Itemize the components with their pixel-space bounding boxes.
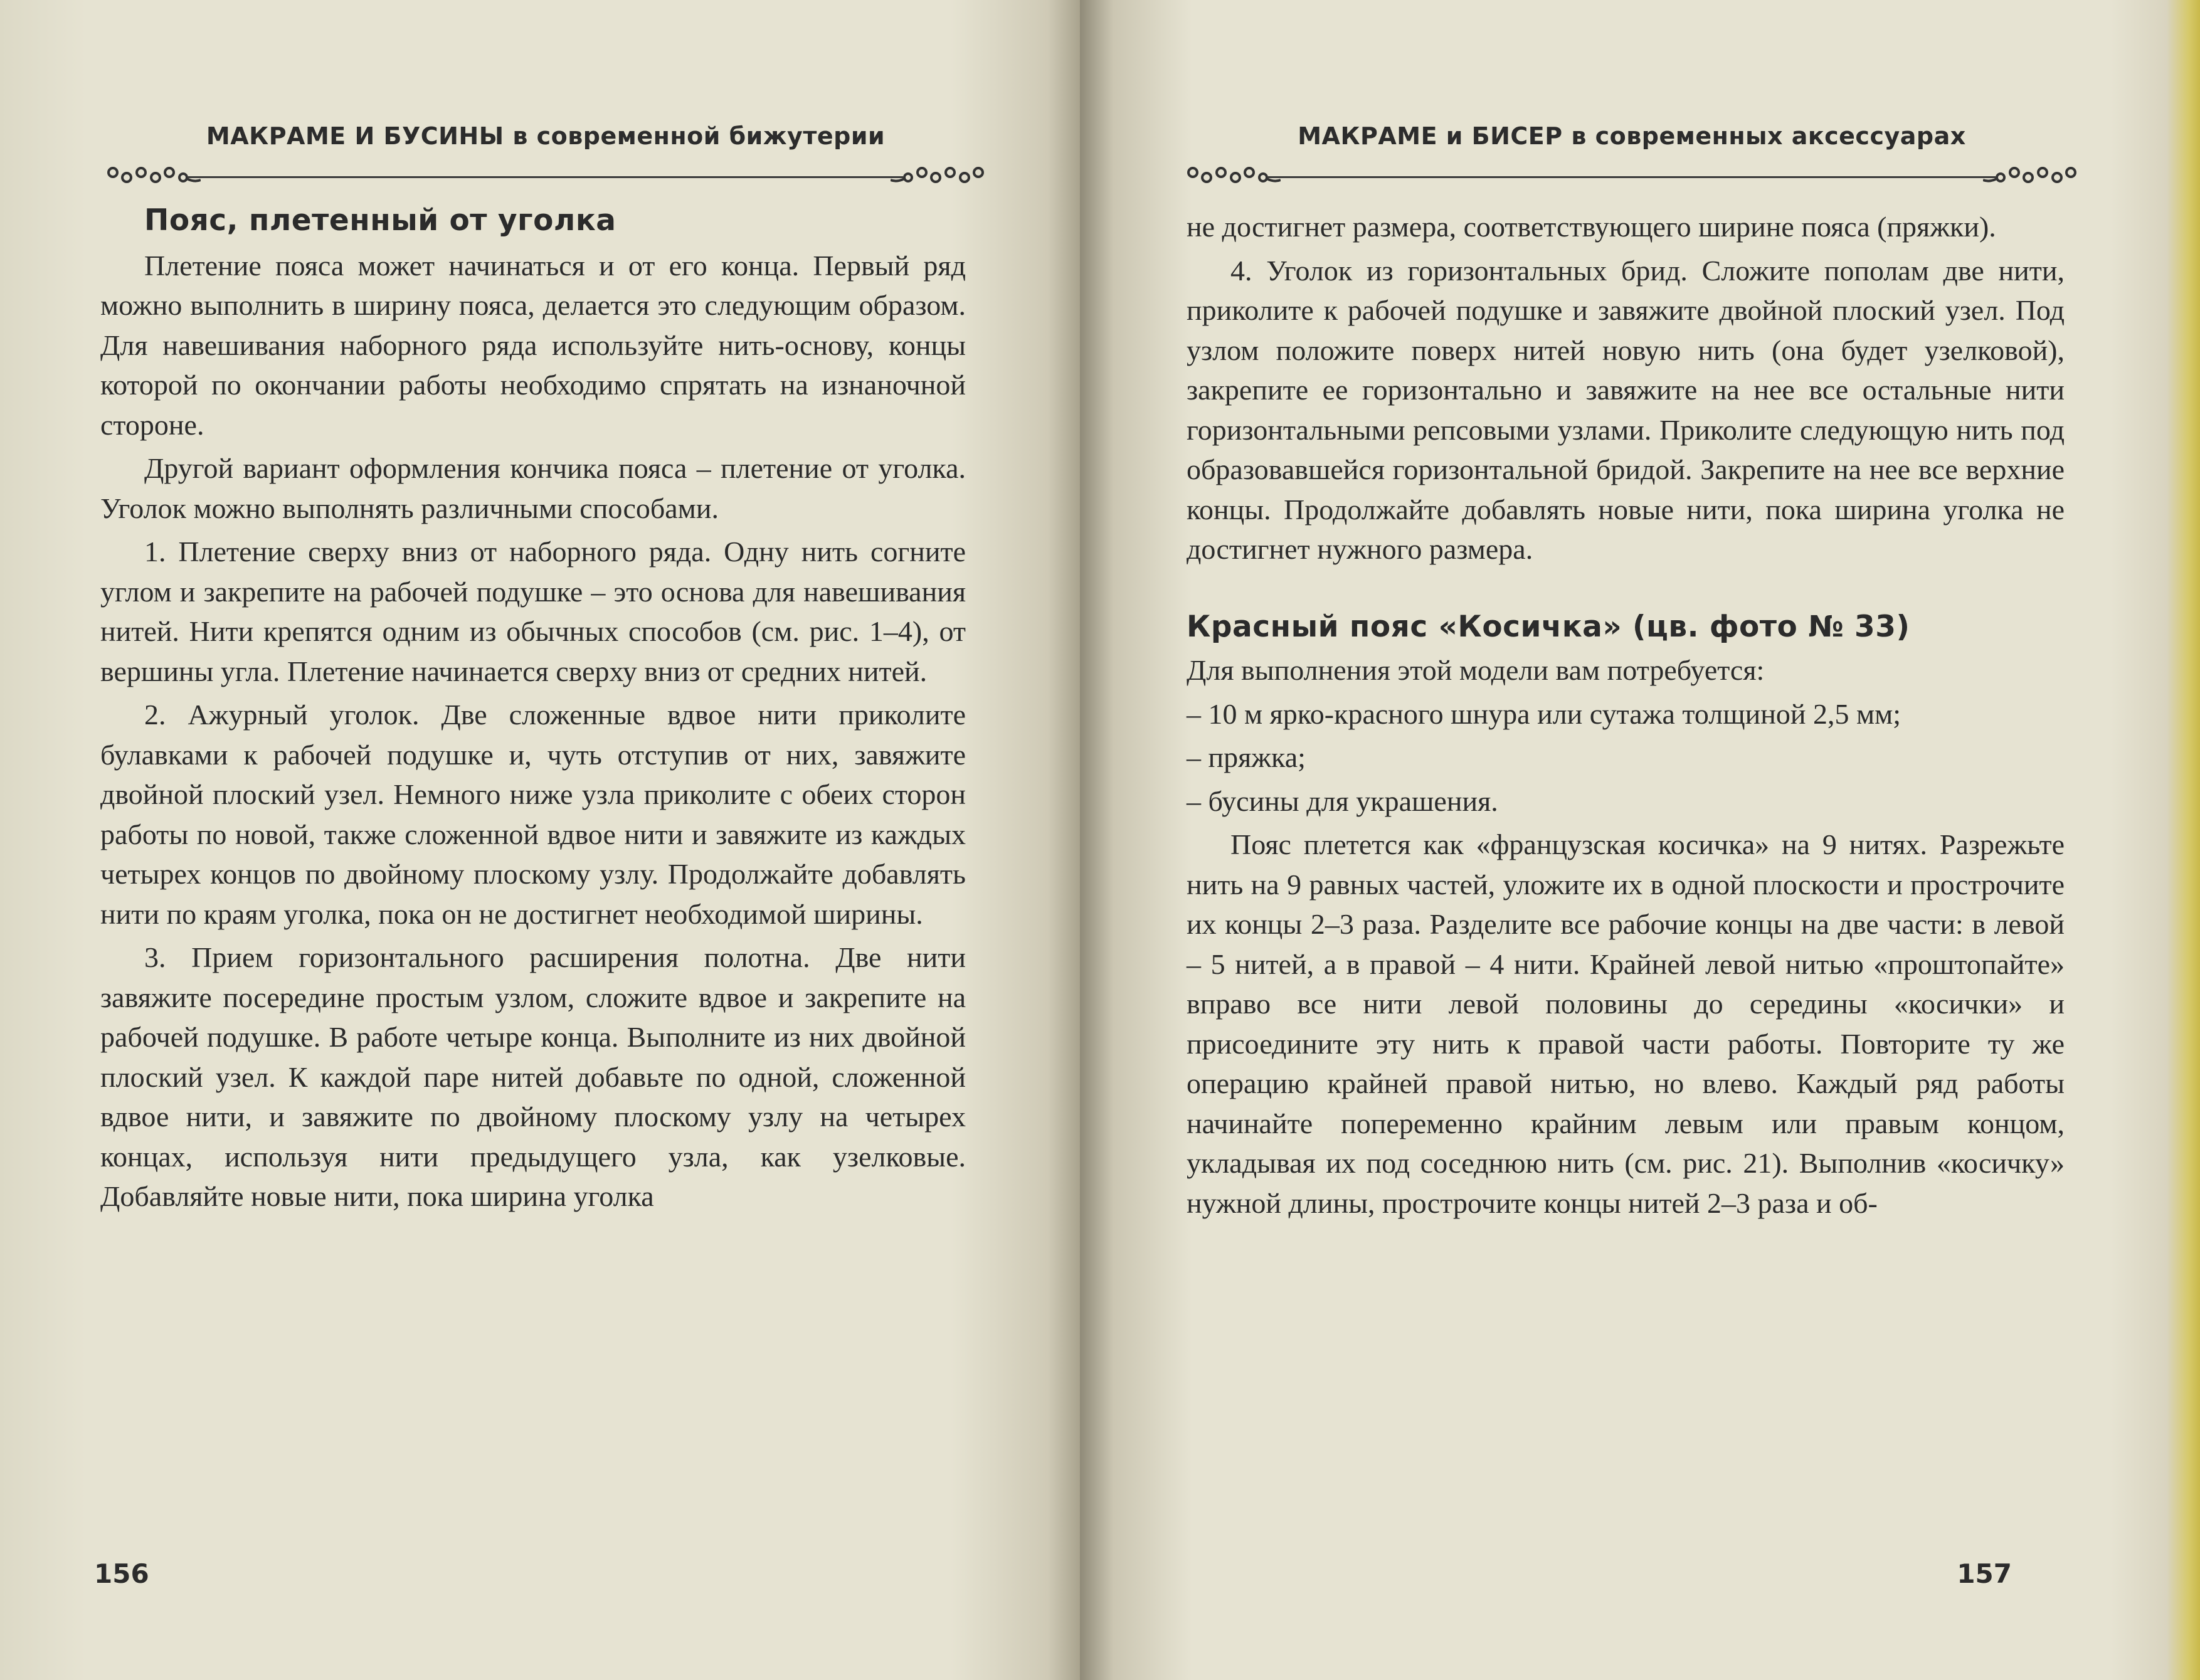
- running-header: [1187, 122, 2077, 179]
- paragraph: 2. Ажурный уголок. Две сложенные вдвое нити приколите булавками к рабочей подушке и, чуть отступив от них, завяжите двойной плоский узел. Немного ниже узла приколите с обеих сторон работы по новой, также сложенной вдвое нити и завяжите из каждых четырех концов по двойному плоскому узлу. Продолжайте добавлять нити по краям уголка, пока он не достигнет необходимой ширины.: [100, 699, 966, 930]
- running-head-title: МАКРАМЕ и БИСЕР в современных аксессуарах: [1298, 122, 1966, 150]
- paragraph: 3. Прием горизонтального расширения полотна. Две нити завяжите посередине простым узлом, сложите вдвое и закрепите на рабочей подушке. В работе четыре конца. Выполните из них двойной плоский узел. К каждой паре нитей добавьте по одной, сложенной вдвое нити, и завяжите по двойному плоскому узлу на четырех концах, используя нити предыдущего узла, как узелковые. Добавляйте новые нити, пока ширина уголка: [100, 941, 966, 1212]
- running-header: [107, 122, 985, 179]
- paragraph: Плетение пояса может начинаться и от его конца. Первый ряд можно выполнить в ширину пояса, делается это следующим образом. Для навешивания наборного ряда используйте нить-основу, концы которой по окончании работы необходимо спрятать на изнаночной стороне.: [100, 249, 966, 441]
- curl-ornament-icon: [1983, 159, 2077, 190]
- right-page-text: [1187, 207, 2065, 1227]
- section-title: Красный пояс «Косичка» (цв. фото № 33): [1187, 609, 1910, 644]
- paragraph: 4. Уголок из горизонтальных брид. Сложите пополам две нити, приколите к рабочей подушке и завяжите двойной плоский узел. Под узлом положите поверх нитей новую нить (она будет узелковой), закрепите ее горизонтально и завяжите на нее все остальные нити горизонтальными репсовыми узлами. Приколите следующую нить под образовавшейся горизонтальной бридой. Закрепите на нее все верхние концы. Продолжайте добавлять новые нити, пока ширина уголка не достигнет нужного размера.: [1187, 254, 2065, 565]
- paragraph: не достигнет размера, соответствующего ширине пояса (пряжки).: [1187, 211, 1996, 243]
- page-number: 156: [94, 1558, 149, 1589]
- running-head-title: МАКРАМЕ И БУСИНЫ в современной бижутерии: [206, 122, 886, 150]
- right-page: [1080, 0, 2200, 1680]
- paragraph: Другой вариант оформления кончика пояса – плетение от уголка. Уголок можно выполнять различными способами.: [100, 452, 966, 524]
- page-number: 157: [1957, 1558, 2012, 1589]
- paragraph: Пояс плетется как «французская косичка» на 9 нитях. Разрежьте нить на 9 равных частей, уложите их в одной плоскости и прострочите их концы 2–3 раза. Разделите все рабочие концы на две части: в левой – 5 нитей, а в правой – 4 нити. Крайней левой нитью «проштопайте» вправо все нити левой половины до середины «косички» и присоедините эту нить к правой части работы. Повторите ту же операцию крайней правой нитью, но влево. Каждый ряд работы начинайте попеременно крайним левым или правым концом, укладывая их под соседнюю нить (см. рис. 21). Выполнив «косичку» нужной длины, прострочите концы нитей 2–3 раза и об-: [1187, 828, 2065, 1219]
- list-item: – пряжка;: [1187, 741, 1306, 773]
- curl-ornament-icon: [1187, 159, 1281, 190]
- list-item: – 10 м ярко-красного шнура или сутажа толщиной 2,5 мм;: [1187, 697, 1901, 730]
- left-page: [0, 0, 1080, 1680]
- list-item: – бусины для украшения.: [1187, 785, 1498, 817]
- header-rule: [188, 176, 903, 178]
- paragraph: 1. Плетение сверху вниз от наборного ряда. Одну нить согните углом и закрепите на рабочей подушке – это основа для навешивания нитей. Нити крепятся одним из обычных способов (см. рис. 1–4), от вершины угла. Плетение начинается сверху вниз от средних нитей.: [100, 536, 966, 687]
- section-title: Пояс, плетенный от уголка: [144, 203, 616, 238]
- paragraph: Для выполнения этой модели вам потребуется:: [1187, 654, 1765, 686]
- curl-ornament-icon: [107, 159, 201, 190]
- curl-ornament-icon: [891, 159, 985, 190]
- header-rule: [1268, 176, 1996, 178]
- left-page-text: [100, 201, 966, 1220]
